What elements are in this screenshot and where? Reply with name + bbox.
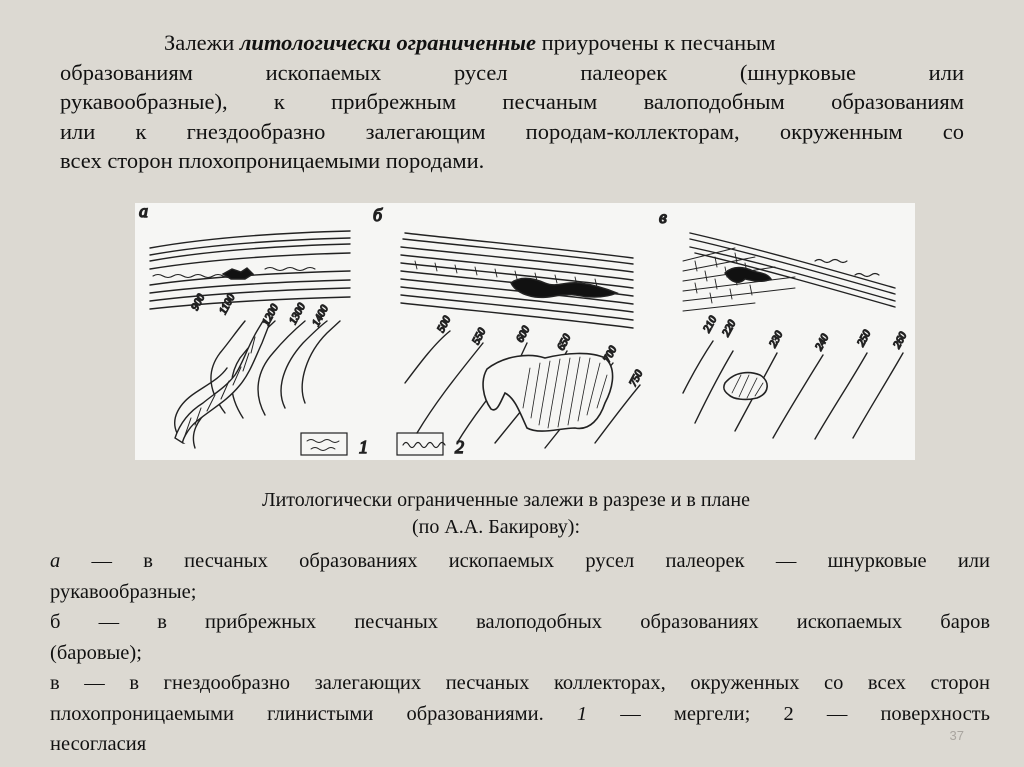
figure-legend bbox=[301, 433, 464, 457]
panel-b-plan bbox=[405, 314, 646, 448]
contour-label-b-700: 700 bbox=[601, 344, 620, 365]
panel-label-b: б bbox=[373, 205, 383, 225]
legend-box-marl bbox=[301, 433, 347, 455]
figure-svg bbox=[135, 203, 915, 460]
contour-label-b-650: 650 bbox=[555, 332, 574, 353]
legend-b-line-1: б — в прибрежных песчаных валоподобных образованиях ископаемых баров bbox=[50, 611, 990, 633]
panel-c-section bbox=[659, 207, 895, 311]
intro-line-3: рукавообразные), к прибрежным песчаным валоподобным образованиям bbox=[60, 89, 964, 114]
contour-label-a-1200: 1200 bbox=[260, 302, 281, 328]
caption-line-1: Литологически ограниченные залежи в разрезе и в плане bbox=[262, 489, 750, 511]
panel-b-section bbox=[373, 205, 633, 328]
contour-label-c-220: 220 bbox=[720, 318, 739, 339]
contour-label-b-550: 550 bbox=[470, 326, 489, 347]
legend-a-line-2: рукавообразные; bbox=[50, 580, 197, 603]
intro-line-4: или к гнездообразно залегающим породам-коллекторам, окруженным со bbox=[60, 118, 964, 144]
contour-label-c-230: 230 bbox=[767, 329, 786, 350]
contour-label-b-750: 750 bbox=[627, 368, 646, 389]
intro-emphasis: литологически ограниченные bbox=[239, 30, 536, 55]
contour-label-b-500: 500 bbox=[435, 314, 454, 335]
panel-label-a: а bbox=[139, 203, 148, 221]
legend-text bbox=[50, 546, 990, 760]
geology-figure bbox=[135, 203, 915, 460]
caption-line-2: (по А.А. Бакирову): bbox=[412, 516, 581, 538]
legend-number-2: 2 bbox=[455, 437, 464, 457]
contour-label-c-260: 260 bbox=[891, 330, 910, 351]
intro-line-5: всех сторон плохопроницаемыми породами. bbox=[60, 148, 485, 173]
contour-label-c-210: 210 bbox=[701, 314, 720, 335]
legend-c-line-1: в — в гнездообразно залегающих песчаных коллекторах, окруженных со всех сторон bbox=[50, 672, 990, 694]
intro-paragraph bbox=[60, 28, 964, 176]
panel-label-c: в bbox=[659, 207, 667, 227]
panel-c-plan bbox=[683, 314, 910, 439]
legend-c-num-1: 1 bbox=[576, 702, 588, 725]
legend-a-line-1: а — в песчаных образованиях ископаемых русел палеорек — шнурковые или bbox=[50, 550, 990, 572]
contour-label-c-240: 240 bbox=[813, 332, 832, 353]
legend-b-line-2: (баровые); bbox=[50, 641, 142, 664]
contour-label-a-1400: 1400 bbox=[310, 303, 331, 329]
legend-a-prefix: а bbox=[50, 550, 61, 572]
legend-c-line-2: плохопроницаемыми глинистыми образованиями. 1 — мергели; 2 — поверхность bbox=[50, 702, 990, 725]
contour-label-c-250: 250 bbox=[855, 328, 874, 349]
contour-label-b-600: 600 bbox=[514, 324, 533, 345]
intro-line-2: образованиям ископаемых русел палеорек (шнурковые или bbox=[60, 59, 964, 85]
panel-a-section bbox=[139, 203, 350, 309]
panel-a-plan bbox=[175, 292, 340, 448]
figure-caption bbox=[262, 487, 942, 541]
contour-label-a-900: 900 bbox=[189, 292, 208, 313]
legend-c-line-3: несогласия bbox=[50, 733, 147, 755]
contour-label-a-1300: 1300 bbox=[287, 301, 308, 327]
intro-line-1: Залежи литологически ограниченные приурочены к песчаным bbox=[164, 30, 776, 55]
page-number: 37 bbox=[949, 728, 964, 743]
contour-label-a-1100: 1100 bbox=[217, 292, 238, 317]
legend-number-1: 1 bbox=[359, 437, 368, 457]
